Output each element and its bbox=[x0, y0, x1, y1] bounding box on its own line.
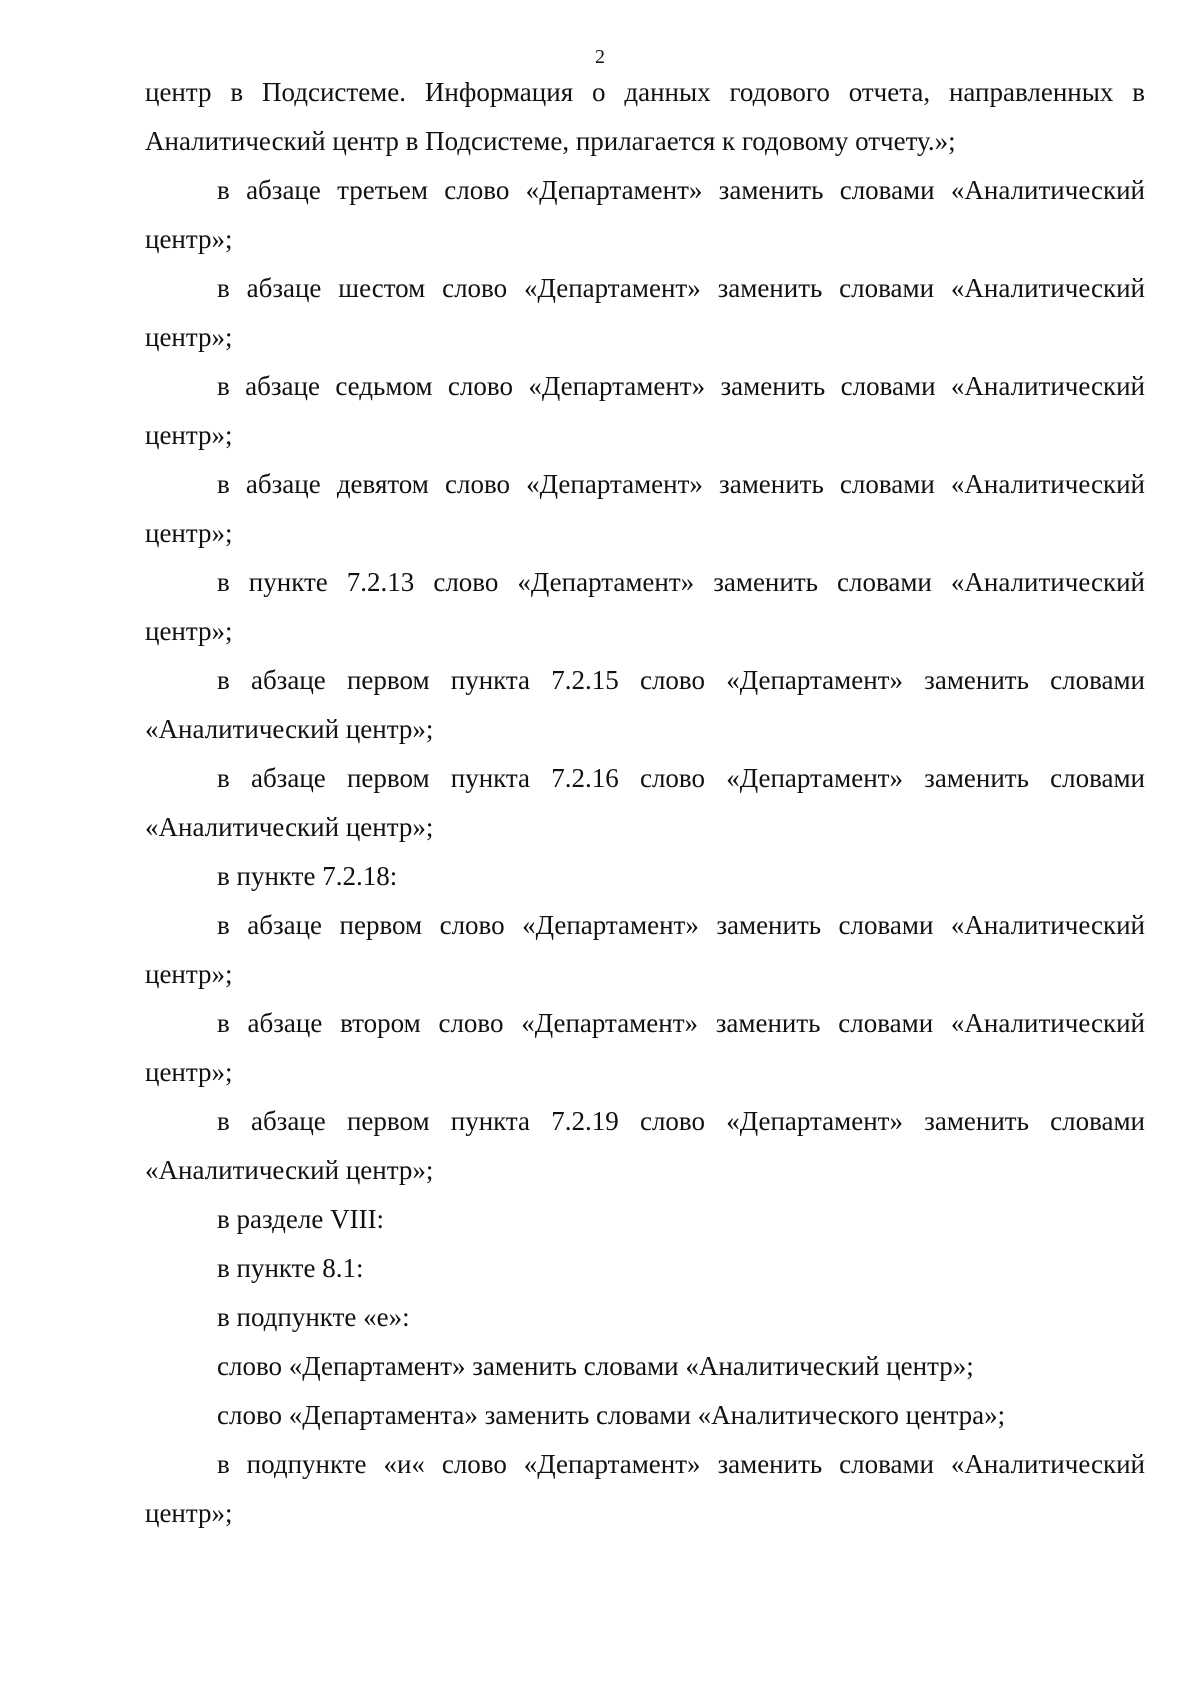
paragraph bbox=[145, 166, 1145, 264]
paragraph-continuation bbox=[145, 68, 1145, 166]
paragraph-line: центр»; bbox=[145, 420, 233, 450]
paragraph-line: в подпункте «и« слово «Департамент» заменить словами «Аналитический bbox=[217, 1449, 1145, 1479]
paragraph bbox=[145, 1195, 1145, 1244]
document-body bbox=[145, 68, 1145, 1538]
paragraph-line: в пункте 7.2.18: bbox=[217, 861, 398, 891]
paragraph-line: центр»; bbox=[145, 224, 233, 254]
paragraph-line: центр»; bbox=[145, 1498, 233, 1528]
paragraph-line: в пункте 7.2.13 слово «Департамент» заменить словами «Аналитический bbox=[217, 567, 1145, 597]
paragraph-line: в пункте 8.1: bbox=[217, 1253, 364, 1283]
paragraph bbox=[145, 852, 1145, 901]
paragraph-line: в абзаце втором слово «Департамент» заменить словами «Аналитический bbox=[217, 1008, 1145, 1038]
paragraph bbox=[145, 1293, 1145, 1342]
paragraph bbox=[145, 264, 1145, 362]
paragraph-line: в разделе VIII: bbox=[217, 1204, 385, 1234]
paragraph-line: центр»; bbox=[145, 322, 233, 352]
paragraph-line: в абзаце девятом слово «Департамент» заменить словами «Аналитический bbox=[217, 469, 1145, 499]
paragraph-line: центр»; bbox=[145, 959, 233, 989]
paragraph-line: «Аналитический центр»; bbox=[145, 714, 434, 744]
paragraph-line: в абзаце шестом слово «Департамент» заменить словами «Аналитический bbox=[217, 273, 1145, 303]
paragraph-line: в абзаце первом слово «Департамент» заменить словами «Аналитический bbox=[217, 910, 1145, 940]
paragraph-line: Аналитический центр в Подсистеме, прилагается к годовому отчету.»; bbox=[145, 126, 956, 156]
paragraph-line: «Аналитический центр»; bbox=[145, 812, 434, 842]
paragraph-line: «Аналитический центр»; bbox=[145, 1155, 434, 1185]
paragraph bbox=[145, 999, 1145, 1097]
paragraph bbox=[145, 558, 1145, 656]
paragraph-line: центр в Подсистеме. Информация о данных годового отчета, направленных в bbox=[145, 77, 1145, 107]
paragraph bbox=[145, 460, 1145, 558]
paragraph bbox=[145, 656, 1145, 754]
paragraph-line: центр»; bbox=[145, 616, 233, 646]
paragraph bbox=[145, 901, 1145, 999]
paragraph-line: центр»; bbox=[145, 518, 233, 548]
paragraph-line: в абзаце первом пункта 7.2.16 слово «Департамент» заменить словами bbox=[217, 763, 1145, 793]
paragraph bbox=[145, 1244, 1145, 1293]
paragraph-line: в абзаце первом пункта 7.2.19 слово «Департамент» заменить словами bbox=[217, 1106, 1145, 1136]
paragraph bbox=[145, 1440, 1145, 1538]
paragraph bbox=[145, 754, 1145, 852]
paragraph-line: в абзаце третьем слово «Департамент» заменить словами «Аналитический bbox=[217, 175, 1145, 205]
paragraph-line: центр»; bbox=[145, 1057, 233, 1087]
paragraph-line: слово «Департамент» заменить словами «Аналитический центр»; bbox=[217, 1351, 974, 1381]
paragraph-line: в абзаце седьмом слово «Департамент» заменить словами «Аналитический bbox=[217, 371, 1145, 401]
paragraph bbox=[145, 1342, 1145, 1391]
paragraph bbox=[145, 1097, 1145, 1195]
paragraph bbox=[145, 1391, 1145, 1440]
paragraph-line: слово «Департамента» заменить словами «Аналитического центра»; bbox=[217, 1400, 1006, 1430]
page-number: 2 bbox=[595, 46, 605, 68]
paragraph-line: в подпункте «е»: bbox=[217, 1302, 410, 1332]
paragraph-line: в абзаце первом пункта 7.2.15 слово «Департамент» заменить словами bbox=[217, 665, 1145, 695]
paragraph bbox=[145, 362, 1145, 460]
